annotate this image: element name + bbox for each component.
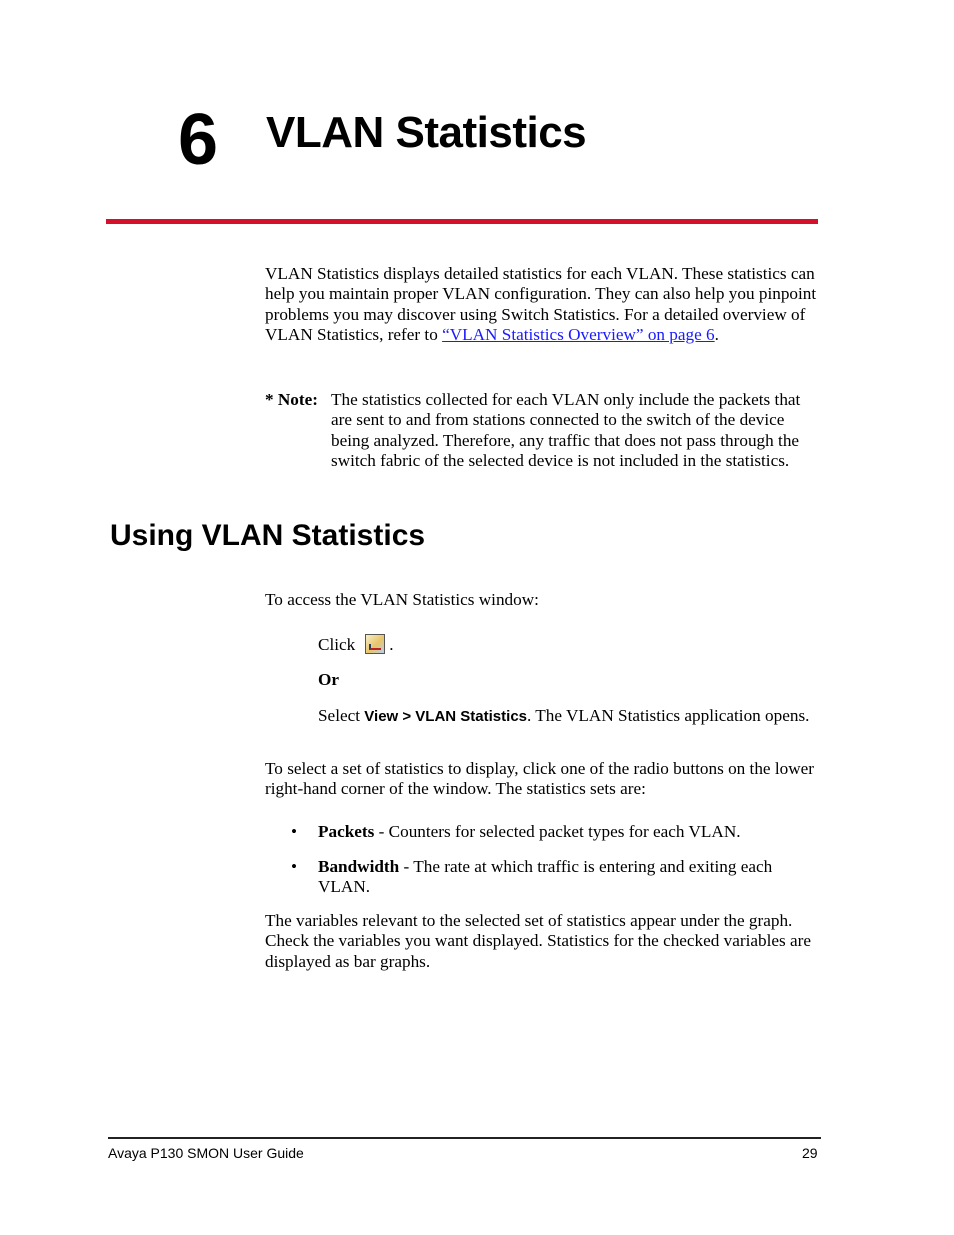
overview-link[interactable]: “VLAN Statistics Overview” on page 6	[442, 325, 715, 345]
chapter-divider	[106, 219, 818, 224]
menu-path: View > VLAN Statistics	[364, 708, 527, 725]
bullet-desc: - Counters for selected packet types for each VLAN.	[374, 822, 741, 841]
chapter-title: VLAN Statistics	[266, 108, 587, 157]
footer-divider	[108, 1137, 821, 1139]
intro-text: VLAN Statistics displays detailed statistics for each VLAN. These statistics can help you maintain proper VLAN configuration. They can also help you pinpoint problems you may discover using Switch Statistics. For a detailed overview of VLAN Statistics, refer to	[265, 264, 817, 345]
bullet-term: Bandwidth	[318, 857, 400, 876]
select-prefix: Select	[318, 706, 365, 725]
footer-page-number: 29	[802, 1145, 818, 1161]
click-end: .	[389, 635, 394, 654]
note-text: The statistics collected for each VLAN only include the packets that are sent to and from stations connected to the switch of the device being analyzed. Therefore, any traffic that does not pass through the switch fabric of the selected device is not included in the statistics.	[331, 390, 801, 471]
footer-guide-title: Avaya P130 SMON User Guide	[108, 1145, 304, 1161]
access-instruction: To access the VLAN Statistics window:	[265, 590, 539, 609]
bullet-glyph: •	[291, 822, 298, 841]
intro-paragraph	[265, 264, 820, 346]
vlan-statistics-toolbar-icon[interactable]	[365, 634, 385, 654]
select-suffix: . The VLAN Statistics application opens.	[527, 706, 810, 725]
bullet-desc: - The rate at which traffic is entering and exiting each VLAN.	[318, 857, 773, 897]
radio-instruction: To select a set of statistics to display, click one of the radio buttons on the lower right-hand corner of the window. The statistics sets are:	[265, 759, 814, 799]
chapter-number: 6	[178, 100, 219, 180]
intro-end: .	[714, 325, 719, 345]
variables-paragraph: The variables relevant to the selected set of statistics appear under the graph. Check the variables you want displayed. Statistics for the checked variables are displayed as bar graphs.	[265, 911, 811, 971]
bullet-glyph: •	[291, 857, 298, 876]
note-label: * Note:	[265, 390, 318, 409]
click-label: Click	[318, 635, 356, 654]
or-label: Or	[318, 670, 339, 689]
section-heading: Using VLAN Statistics	[110, 519, 426, 552]
bullet-term: Packets	[318, 822, 375, 841]
select-step	[318, 706, 818, 727]
click-step	[318, 634, 818, 655]
